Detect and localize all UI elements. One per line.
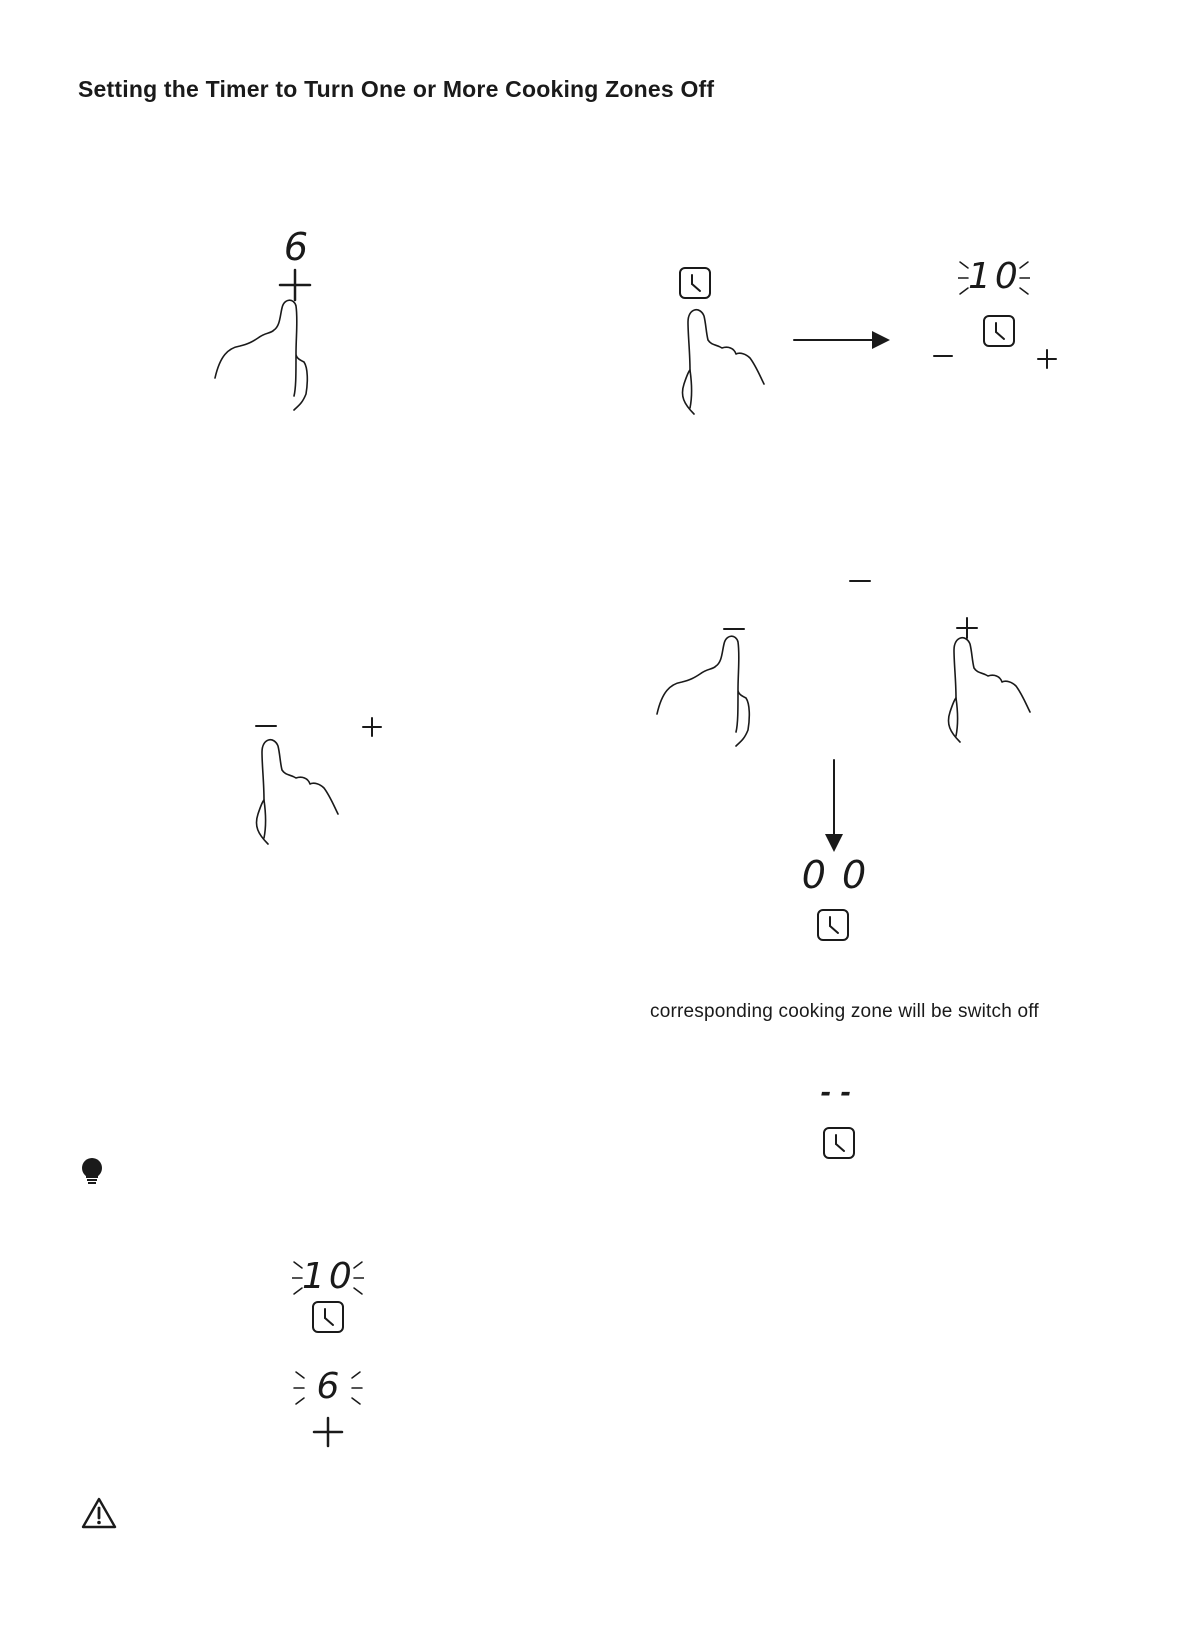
timer-result-display: 0 0	[801, 853, 869, 897]
clock-icon	[678, 266, 712, 300]
finger-hand-icon	[942, 628, 1052, 748]
finger-hand-icon	[250, 730, 360, 850]
arrow-down-icon	[822, 758, 846, 854]
lightbulb-icon	[80, 1158, 104, 1188]
timer-blink-display	[958, 256, 1030, 302]
clock-icon	[822, 1126, 856, 1160]
timer-value: 10	[968, 256, 1022, 297]
tip-timer-value: 10	[302, 1256, 356, 1297]
clock-icon	[816, 908, 850, 942]
tip-zone-value: 6	[316, 1366, 340, 1407]
tip-timer-blink-display	[292, 1256, 364, 1302]
minus-icon	[848, 575, 872, 587]
tip-zone-blink-display	[292, 1366, 364, 1412]
timer-key	[822, 1126, 856, 1160]
finger-hand-icon	[652, 632, 762, 747]
zone-plus-key	[312, 1416, 344, 1448]
zone-level-display: 6	[283, 225, 309, 269]
minus-icon	[932, 350, 954, 362]
arrow-right-icon	[792, 328, 892, 352]
clock-icon	[311, 1300, 345, 1334]
timer-key	[982, 314, 1016, 348]
caption-text: corresponding cooking zone will be switch off	[650, 1001, 1039, 1022]
clock-icon	[982, 314, 1016, 348]
timer-idle-display: - -	[820, 1078, 852, 1108]
timer-key	[678, 266, 712, 300]
timer-key	[816, 908, 850, 942]
plus-icon	[361, 716, 383, 738]
finger-hand-icon	[676, 300, 786, 420]
plus-icon	[312, 1416, 344, 1448]
plus-icon	[1036, 348, 1058, 370]
finger-hand-icon	[210, 296, 320, 411]
page-title: Setting the Timer to Turn One or More Cooking Zones Off	[78, 76, 715, 102]
warning-triangle-icon	[80, 1496, 118, 1530]
timer-key	[311, 1300, 345, 1334]
